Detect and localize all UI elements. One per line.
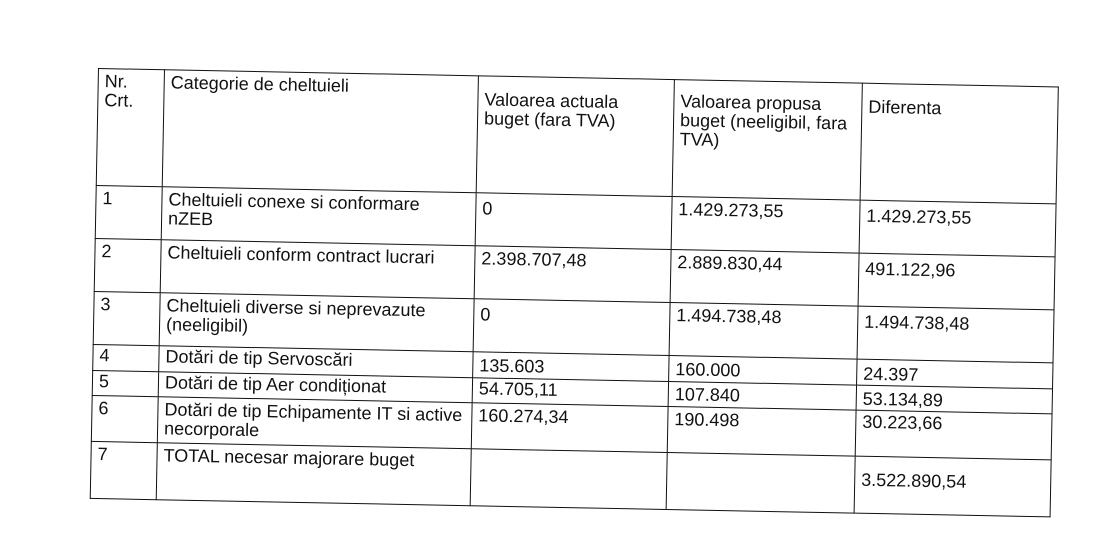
row-nr: 4 (93, 344, 159, 371)
row-nr: 3 (93, 291, 160, 345)
header-actual: Valoarea actuala buget (fara TVA) (476, 76, 674, 197)
row-actual: 0 (473, 299, 670, 356)
row-proposed: 160.000 (669, 356, 857, 386)
row-actual: 0 (475, 193, 672, 250)
row-nr: 2 (94, 238, 161, 292)
row-difference: 24.397 (857, 359, 1053, 389)
row-difference: 53.134,89 (856, 385, 1052, 414)
row-proposed (666, 452, 855, 513)
total-difference: 3.522.890,54 (854, 456, 1051, 517)
row-category: Cheltuieli conform contract lucrari (160, 240, 475, 299)
row-nr: 1 (95, 185, 162, 239)
row-category: Cheltuieli diverse si neprevazute (neeligibil) (159, 293, 474, 352)
row-actual: 54.705,11 (472, 378, 668, 407)
row-proposed: 107.840 (668, 382, 856, 411)
header-category: Categorie de cheltuieli (162, 70, 478, 193)
row-nr: 5 (92, 370, 158, 396)
budget-table-wrapper (90, 68, 1058, 517)
row-category: TOTAL necesar majorare buget (156, 443, 471, 506)
row-nr: 7 (90, 441, 157, 499)
row-difference: 1.494.738,48 (857, 306, 1054, 363)
row-proposed: 1.429.273,55 (671, 197, 860, 254)
table-header-row (96, 69, 1058, 204)
row-category: Dotări de tip Echipamente IT si active necorporale (157, 397, 472, 449)
row-difference: 491.122,96 (858, 253, 1055, 310)
row-proposed: 1.494.738,48 (669, 303, 858, 360)
row-proposed: 190.498 (667, 407, 856, 457)
row-actual: 2.398.707,48 (474, 246, 671, 303)
row-category: Dotări de tip Aer condiționat (158, 372, 472, 403)
budget-table (90, 68, 1059, 517)
row-actual (470, 449, 667, 510)
row-nr: 6 (91, 395, 158, 442)
row-actual: 160.274,34 (471, 403, 668, 453)
row-difference: 1.429.273,55 (859, 200, 1056, 257)
header-nr: Nr. Crt. (96, 69, 164, 187)
row-difference: 30.223,66 (855, 410, 1052, 460)
row-actual: 135.603 (473, 352, 669, 382)
header-difference: Diferenta (860, 83, 1058, 204)
header-proposed: Valoarea propusa buget (neeligibil, fara TVA) (672, 80, 862, 201)
row-proposed: 2.889.830,44 (670, 250, 859, 307)
row-category: Cheltuieli conexe si conformare nZEB (161, 187, 476, 246)
row-category: Dotări de tip Servoscări (159, 346, 473, 378)
